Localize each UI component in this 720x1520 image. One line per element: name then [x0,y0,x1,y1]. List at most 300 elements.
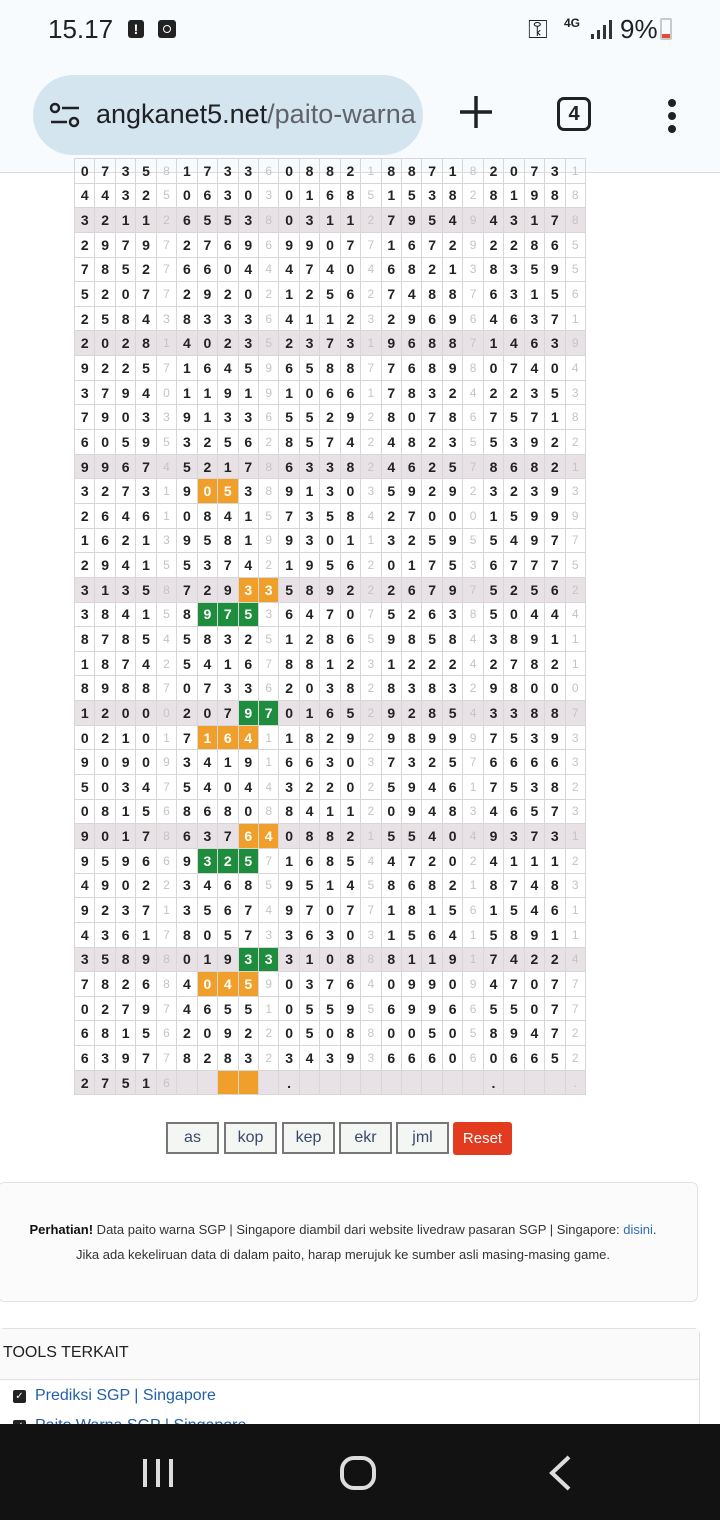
paito-cell[interactable]: 7 [545,972,565,997]
paito-cell[interactable]: 6 [545,577,565,602]
paito-cell[interactable]: 1 [238,528,258,553]
paito-cell[interactable]: 3 [361,1046,381,1071]
paito-cell[interactable]: 6 [320,183,340,208]
paito-cell[interactable]: 2 [422,454,442,479]
paito-cell[interactable]: 1 [197,405,217,430]
paito-cell[interactable]: 3 [279,922,299,947]
paito-cell[interactable]: 3 [320,676,340,701]
paito-cell[interactable]: 2 [565,775,585,800]
paito-cell[interactable]: 0 [442,1046,462,1071]
paito-cell[interactable]: 3 [504,824,524,849]
reset-button[interactable]: Reset [453,1122,512,1155]
paito-cell[interactable]: 7 [504,651,524,676]
paito-cell[interactable]: 1 [442,257,462,282]
paito-cell[interactable]: 8 [402,725,422,750]
paito-cell[interactable]: 7 [238,922,258,947]
paito-cell[interactable]: 1 [279,627,299,652]
paito-cell[interactable]: 1 [299,306,319,331]
paito-cell[interactable]: 4 [442,922,462,947]
paito-cell[interactable]: 9 [524,503,544,528]
paito-cell[interactable]: 9 [545,503,565,528]
paito-cell[interactable]: 2 [361,553,381,578]
paito-cell[interactable]: 6 [136,848,156,873]
paito-cell[interactable]: 1 [115,799,135,824]
paito-cell[interactable]: 9 [95,676,115,701]
paito-cell[interactable]: 2 [422,848,442,873]
paito-cell[interactable]: 5 [524,799,544,824]
paito-cell[interactable]: 6 [197,257,217,282]
paito-cell[interactable]: 3 [238,405,258,430]
paito-cell[interactable]: 9 [279,898,299,923]
paito-cell[interactable]: 1 [565,159,585,184]
paito-cell[interactable]: 9 [75,824,95,849]
paito-cell[interactable]: 1 [218,750,238,775]
paito-cell[interactable]: 9 [238,232,258,257]
paito-cell[interactable]: 1 [381,898,401,923]
paito-cell[interactable]: 1 [156,331,176,356]
paito-cell[interactable]: 4 [136,380,156,405]
paito-cell[interactable]: 8 [402,898,422,923]
paito-cell[interactable]: 8 [320,159,340,184]
paito-cell[interactable]: 9 [95,454,115,479]
paito-cell[interactable]: 9 [279,232,299,257]
paito-cell[interactable]: 7 [218,553,238,578]
paito-cell[interactable]: 9 [197,602,217,627]
paito-cell[interactable]: 8 [197,503,217,528]
paito-cell[interactable]: 3 [483,479,503,504]
paito-cell[interactable]: 7 [545,1021,565,1046]
paito-cell[interactable]: 9 [545,725,565,750]
paito-cell[interactable]: 8 [258,799,278,824]
paito-cell[interactable]: 3 [115,159,135,184]
paito-cell[interactable]: 7 [95,1070,115,1095]
paito-cell[interactable]: 7 [197,676,217,701]
paito-cell[interactable]: 2 [95,282,115,307]
paito-cell[interactable]: 7 [361,602,381,627]
paito-cell[interactable]: 0 [75,799,95,824]
paito-cell[interactable]: 8 [340,947,360,972]
paito-cell[interactable]: 7 [218,824,238,849]
paito-cell[interactable]: 2 [197,454,217,479]
paito-cell[interactable]: 5 [504,405,524,430]
paito-cell[interactable]: 7 [545,306,565,331]
paito-cell[interactable]: 8 [483,183,503,208]
paito-cell[interactable]: 1 [565,898,585,923]
paito-cell[interactable]: 2 [483,232,503,257]
paito-cell[interactable]: 6 [279,750,299,775]
paito-cell[interactable]: 6 [463,405,483,430]
paito-cell[interactable]: 7 [258,651,278,676]
paito-cell[interactable]: 2 [340,159,360,184]
paito-cell[interactable]: 0 [524,676,544,701]
paito-cell[interactable]: 6 [238,430,258,455]
paito-cell[interactable]: 3 [177,873,197,898]
paito-cell[interactable]: 2 [258,1021,278,1046]
paito-cell[interactable]: 4 [279,306,299,331]
paito-cell[interactable]: 4 [238,775,258,800]
paito-cell[interactable]: 3 [340,331,360,356]
paito-cell[interactable]: 1 [545,848,565,873]
paito-cell[interactable]: 1 [361,159,381,184]
paito-cell[interactable]: 3 [565,873,585,898]
paito-cell[interactable]: 3 [524,725,544,750]
paito-cell[interactable]: 5 [463,1021,483,1046]
paito-cell[interactable]: 3 [95,922,115,947]
paito-cell[interactable]: 6 [422,306,442,331]
paito-cell[interactable]: 1 [197,725,217,750]
paito-cell[interactable]: 7 [422,553,442,578]
paito-cell[interactable]: 2 [95,208,115,233]
paito-cell[interactable]: 2 [258,553,278,578]
paito-cell[interactable]: 2 [463,848,483,873]
paito-cell[interactable]: 3 [483,701,503,726]
paito-cell[interactable]: 0 [422,503,442,528]
paito-cell[interactable]: 1 [156,898,176,923]
paito-cell[interactable]: 4 [463,651,483,676]
paito-cell[interactable]: 1 [177,356,197,381]
paito-cell[interactable]: 5 [524,257,544,282]
paito-cell[interactable]: 5 [299,405,319,430]
paito-cell[interactable]: 3 [442,602,462,627]
paito-cell[interactable]: 5 [463,528,483,553]
paito-cell[interactable]: 7 [381,208,401,233]
paito-cell[interactable]: 3 [177,898,197,923]
paito-cell[interactable]: 3 [75,947,95,972]
paito-cell[interactable]: 5 [177,553,197,578]
paito-cell[interactable]: 1 [299,479,319,504]
paito-cell[interactable]: 6 [483,750,503,775]
paito-cell[interactable]: 9 [381,627,401,652]
paito-cell[interactable]: 4 [136,306,156,331]
paito-cell[interactable]: 9 [136,232,156,257]
paito-cell[interactable]: 6 [402,577,422,602]
paito-cell[interactable]: 6 [524,331,544,356]
paito-cell[interactable]: 2 [156,873,176,898]
tool-link-prediksi[interactable] [13,1387,216,1405]
paito-cell[interactable]: 1 [422,898,442,923]
paito-cell[interactable]: 3 [565,479,585,504]
paito-cell[interactable]: 5 [381,479,401,504]
paito-cell[interactable]: 9 [524,528,544,553]
paito-cell[interactable] [545,1070,565,1095]
paito-cell[interactable]: 0 [238,183,258,208]
paito-cell[interactable]: 3 [197,848,217,873]
paito-cell[interactable]: 4 [299,799,319,824]
paito-cell[interactable]: 4 [258,775,278,800]
paito-cell[interactable]: 0 [504,159,524,184]
paito-cell[interactable]: 7 [156,922,176,947]
paito-cell[interactable]: 7 [95,627,115,652]
paito-cell[interactable]: 9 [299,232,319,257]
paito-cell[interactable]: 3 [320,1046,340,1071]
paito-cell[interactable]: 0 [115,701,135,726]
paito-cell[interactable]: 5 [299,873,319,898]
paito-cell[interactable]: 9 [504,1021,524,1046]
paito-cell[interactable]: 6 [95,503,115,528]
paito-cell[interactable]: 4 [422,824,442,849]
paito-cell[interactable]: 1 [320,306,340,331]
paito-cell[interactable]: 9 [545,257,565,282]
paito-cell[interactable]: 6 [422,922,442,947]
paito-cell[interactable]: 9 [402,775,422,800]
paito-cell[interactable]: 7 [156,676,176,701]
paito-cell[interactable]: 4 [422,775,442,800]
paito-cell[interactable]: 8 [422,873,442,898]
paito-cell[interactable]: 7 [483,725,503,750]
paito-cell[interactable]: 5 [258,873,278,898]
paito-cell[interactable]: 2 [545,651,565,676]
paito-cell[interactable]: 8 [442,405,462,430]
paito-cell[interactable]: 2 [136,873,156,898]
paito-cell[interactable]: 1 [565,922,585,947]
paito-cell[interactable]: 3 [258,947,278,972]
paito-cell[interactable] [340,1070,360,1095]
paito-cell[interactable]: 0 [95,331,115,356]
paito-cell[interactable]: 6 [463,306,483,331]
paito-cell[interactable]: 5 [238,848,258,873]
paito-cell[interactable]: 2 [361,799,381,824]
paito-cell[interactable]: 0 [197,1021,217,1046]
paito-cell[interactable]: 4 [361,257,381,282]
paito-cell[interactable]: 7 [524,405,544,430]
paito-cell[interactable]: 5 [545,380,565,405]
paito-cell[interactable]: 0 [197,331,217,356]
paito-cell[interactable]: 1 [156,479,176,504]
paito-cell[interactable]: 2 [442,380,462,405]
paito-cell[interactable]: 1 [463,947,483,972]
paito-cell[interactable]: 7 [463,750,483,775]
paito-cell[interactable]: 5 [177,775,197,800]
paito-cell[interactable]: 7 [545,799,565,824]
paito-cell[interactable]: 7 [565,701,585,726]
paito-cell[interactable]: 3 [545,159,565,184]
paito-cell[interactable]: 9 [545,479,565,504]
paito-cell[interactable]: 5 [483,577,503,602]
paito-cell[interactable]: 5 [402,183,422,208]
paito-cell[interactable]: 7 [463,454,483,479]
paito-cell[interactable]: 3 [218,627,238,652]
paito-cell[interactable]: 2 [75,553,95,578]
paito-cell[interactable]: 9 [156,750,176,775]
paito-cell[interactable]: 9 [524,922,544,947]
paito-cell[interactable]: 0 [279,701,299,726]
paito-cell[interactable]: 8 [177,306,197,331]
paito-cell[interactable]: 9 [115,1046,135,1071]
paito-cell[interactable]: 0 [565,676,585,701]
paito-cell[interactable]: 3 [402,750,422,775]
paito-cell[interactable]: 4 [238,257,258,282]
paito-cell[interactable]: 7 [320,430,340,455]
paito-cell[interactable]: 0 [299,676,319,701]
paito-cell[interactable]: 3 [197,306,217,331]
paito-cell[interactable]: 8 [320,824,340,849]
paito-cell[interactable]: 5 [483,602,503,627]
paito-cell[interactable]: 5 [218,922,238,947]
paito-cell[interactable]: 4 [75,922,95,947]
paito-cell[interactable]: 1 [75,651,95,676]
paito-cell[interactable]: 8 [442,627,462,652]
paito-cell[interactable]: 9 [442,479,462,504]
paito-cell[interactable]: 7 [258,701,278,726]
paito-cell[interactable]: 8 [545,183,565,208]
paito-cell[interactable]: 0 [115,405,135,430]
paito-cell[interactable]: 3 [238,159,258,184]
paito-cell[interactable]: 6 [442,775,462,800]
paito-cell[interactable]: 4 [299,1046,319,1071]
paito-cell[interactable]: 3 [115,775,135,800]
paito-cell[interactable]: 3 [238,577,258,602]
paito-cell[interactable]: 2 [524,947,544,972]
paito-cell[interactable]: 9 [95,232,115,257]
paito-cell[interactable]: 7 [156,356,176,381]
paito-cell[interactable]: 0 [279,824,299,849]
paito-cell[interactable]: 8 [402,257,422,282]
paito-cell[interactable]: 1 [361,824,381,849]
paito-cell[interactable]: 8 [115,947,135,972]
paito-cell[interactable]: 1 [177,380,197,405]
paito-cell[interactable]: 7 [197,232,217,257]
paito-cell[interactable]: 2 [340,577,360,602]
paito-cell[interactable]: 2 [361,775,381,800]
source-link[interactable]: disini [623,1222,653,1237]
paito-cell[interactable]: 3 [238,208,258,233]
paito-cell[interactable]: 1 [218,651,238,676]
paito-cell[interactable]: 0 [75,996,95,1021]
paito-cell[interactable]: 8 [422,282,442,307]
paito-cell[interactable]: 8 [177,1046,197,1071]
paito-cell[interactable]: 8 [524,232,544,257]
paito-cell[interactable]: 0 [524,996,544,1021]
paito-cell[interactable]: 9 [75,356,95,381]
paito-cell[interactable]: 6 [299,750,319,775]
paito-cell[interactable]: 8 [381,405,401,430]
paito-cell[interactable]: 6 [402,331,422,356]
paito-cell[interactable]: 1 [75,528,95,553]
paito-cell[interactable]: 7 [156,775,176,800]
paito-cell[interactable]: 3 [361,306,381,331]
paito-cell[interactable]: 4 [299,602,319,627]
paito-cell[interactable]: 7 [320,972,340,997]
paito-cell[interactable]: 6 [197,183,217,208]
paito-cell[interactable]: 6 [402,356,422,381]
paito-cell[interactable]: 0 [95,750,115,775]
paito-cell[interactable]: 9 [381,725,401,750]
paito-cell[interactable]: 3 [422,380,442,405]
paito-cell[interactable]: 1 [463,922,483,947]
paito-cell[interactable]: 5 [75,282,95,307]
paito-cell[interactable]: 2 [463,676,483,701]
tab-switcher-button[interactable]: 4 [557,97,591,131]
paito-cell[interactable]: 6 [320,380,340,405]
paito-cell[interactable]: 1 [361,528,381,553]
paito-cell[interactable]: 7 [115,232,135,257]
paito-cell[interactable]: 3 [156,405,176,430]
paito-cell[interactable]: 9 [320,577,340,602]
paito-cell[interactable]: 4 [197,775,217,800]
paito-cell[interactable]: 5 [402,922,422,947]
paito-cell[interactable]: 3 [524,306,544,331]
paito-cell[interactable]: 1 [279,553,299,578]
paito-cell[interactable]: 1 [136,1070,156,1095]
paito-cell[interactable]: 4 [361,848,381,873]
paito-cell[interactable]: . [483,1070,503,1095]
paito-cell[interactable]: 7 [524,824,544,849]
paito-cell[interactable]: 5 [136,627,156,652]
paito-cell[interactable]: 3 [115,898,135,923]
paito-cell[interactable]: 8 [524,454,544,479]
paito-cell[interactable]: 7 [504,873,524,898]
paito-cell[interactable]: 2 [258,282,278,307]
paito-cell[interactable]: 4 [545,602,565,627]
paito-cell[interactable]: 1 [340,528,360,553]
paito-cell[interactable]: 9 [218,1021,238,1046]
paito-cell[interactable]: 7 [361,232,381,257]
paito-cell[interactable]: 1 [381,922,401,947]
paito-cell[interactable]: 8 [422,676,442,701]
paito-cell[interactable]: 2 [565,848,585,873]
paito-cell[interactable]: 0 [402,405,422,430]
paito-cell[interactable]: 2 [442,232,462,257]
paito-cell[interactable]: 0 [381,553,401,578]
paito-cell[interactable]: 0 [75,725,95,750]
paito-cell[interactable]: 7 [402,848,422,873]
paito-cell[interactable]: 4 [197,651,217,676]
paito-cell[interactable]: 0 [340,257,360,282]
paito-cell[interactable]: 3 [299,972,319,997]
paito-cell[interactable]: 8 [402,430,422,455]
paito-cell[interactable]: 7 [381,750,401,775]
paito-cell[interactable]: 6 [545,750,565,775]
paito-cell[interactable]: 0 [442,848,462,873]
paito-cell[interactable]: 6 [422,1046,442,1071]
paito-cell[interactable]: 9 [402,306,422,331]
paito-cell[interactable]: 0 [197,972,217,997]
paito-cell[interactable]: 8 [422,356,442,381]
paito-cell[interactable]: 4 [156,454,176,479]
paito-cell[interactable]: 7 [422,159,442,184]
paito-cell[interactable]: 4 [238,553,258,578]
paito-cell[interactable]: 2 [279,676,299,701]
paito-cell[interactable]: . [279,1070,299,1095]
paito-cell[interactable]: 5 [238,996,258,1021]
paito-cell[interactable] [442,1070,462,1095]
paito-cell[interactable]: 1 [299,947,319,972]
paito-cell[interactable]: 3 [524,775,544,800]
address-bar[interactable] [33,75,423,155]
paito-cell[interactable]: 8 [545,701,565,726]
paito-cell[interactable]: 7 [299,898,319,923]
paito-cell[interactable]: 2 [299,775,319,800]
paito-cell[interactable]: 0 [442,503,462,528]
paito-cell[interactable]: 8 [75,676,95,701]
paito-cell[interactable]: 1 [320,208,340,233]
paito-cell[interactable]: 1 [95,577,115,602]
paito-cell[interactable]: 7 [545,553,565,578]
paito-cell[interactable]: 8 [422,331,442,356]
paito-cell[interactable]: 5 [504,775,524,800]
paito-cell[interactable]: 9 [136,947,156,972]
paito-cell[interactable]: 6 [218,873,238,898]
paito-cell[interactable]: 8 [340,676,360,701]
paito-cell[interactable]: 4 [504,528,524,553]
paito-cell[interactable]: 5 [504,898,524,923]
paito-cell[interactable]: 2 [197,1046,217,1071]
paito-cell[interactable]: 3 [75,577,95,602]
paito-cell[interactable]: 4 [381,430,401,455]
paito-cell[interactable]: 1 [75,701,95,726]
paito-cell[interactable]: 8 [483,454,503,479]
paito-cell[interactable]: 3 [238,479,258,504]
